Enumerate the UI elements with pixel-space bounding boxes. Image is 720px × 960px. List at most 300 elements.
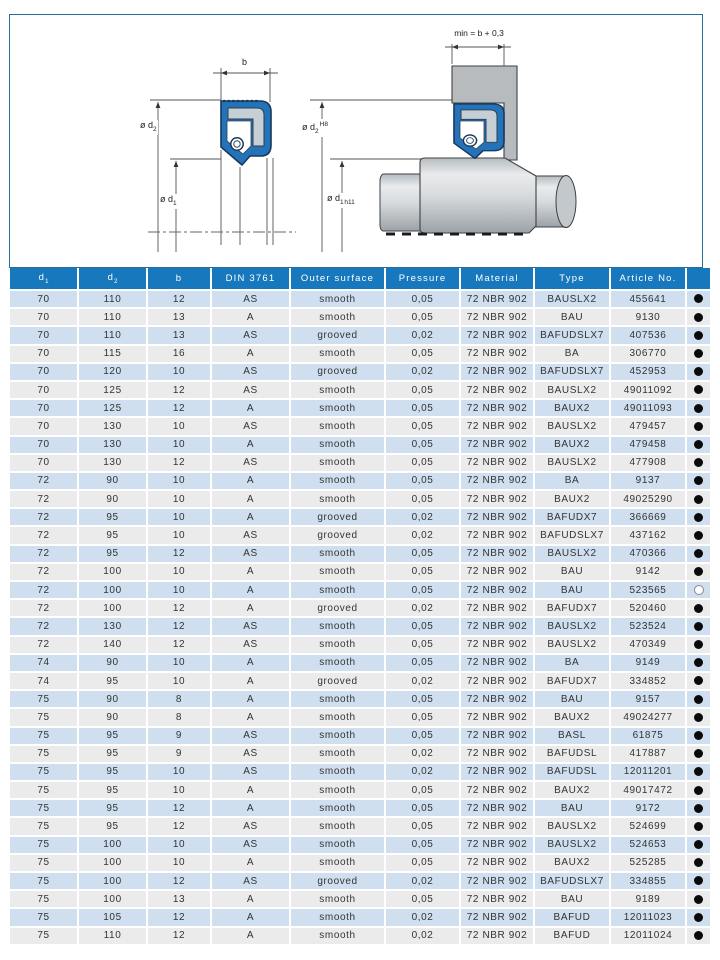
table-row [10, 890, 710, 908]
cell-material: 72 NBR 902 [460, 763, 534, 781]
table-row [10, 417, 710, 435]
cell-pressure: 0,02 [385, 526, 460, 544]
availability-filled-circle-icon [694, 640, 703, 649]
cell-din: AS [211, 817, 290, 835]
cell-din: AS [211, 636, 290, 654]
availability-filled-circle-icon [694, 858, 703, 867]
cell-material: 72 NBR 902 [460, 363, 534, 381]
availability-filled-circle-icon [694, 931, 703, 940]
table-row [10, 599, 710, 617]
availability-filled-circle-icon [694, 804, 703, 813]
cell-d1: 72 [10, 599, 78, 617]
cell-availability [686, 326, 710, 344]
cell-article-no: 479457 [610, 417, 686, 435]
cell-d1: 70 [10, 417, 78, 435]
cell-d1: 75 [10, 727, 78, 745]
cell-din: AS [211, 454, 290, 472]
installation-view [310, 44, 576, 252]
availability-filled-circle-icon [694, 513, 703, 522]
cell-b: 10 [147, 654, 211, 672]
cell-availability [686, 836, 710, 854]
cell-availability [686, 745, 710, 763]
cell-availability [686, 854, 710, 872]
cell-availability [686, 381, 710, 399]
availability-filled-circle-icon [694, 676, 703, 685]
cell-b: 10 [147, 508, 211, 526]
cell-d1: 75 [10, 708, 78, 726]
cell-material: 72 NBR 902 [460, 417, 534, 435]
cell-availability [686, 472, 710, 490]
cell-d1: 75 [10, 763, 78, 781]
cell-material: 72 NBR 902 [460, 508, 534, 526]
cell-d2: 125 [78, 399, 147, 417]
cell-material: 72 NBR 902 [460, 617, 534, 635]
cell-type: BAU [534, 690, 610, 708]
cell-b: 12 [147, 872, 211, 890]
cell-pressure: 0,05 [385, 381, 460, 399]
column-header-type: Type [534, 268, 610, 290]
d1-dimension-label: ø $d_1$ [160, 194, 177, 207]
cell-type: BAUSLX2 [534, 290, 610, 308]
cell-article-no: 523565 [610, 581, 686, 599]
table-row [10, 854, 710, 872]
table-row [10, 508, 710, 526]
installed-seal [454, 104, 504, 158]
cell-material: 72 NBR 902 [460, 890, 534, 908]
cell-d2: 90 [78, 472, 147, 490]
cell-pressure: 0,05 [385, 545, 460, 563]
cell-article-no: 470366 [610, 545, 686, 563]
cell-material: 72 NBR 902 [460, 308, 534, 326]
availability-filled-circle-icon [694, 767, 703, 776]
cell-outer-surface: smooth [290, 581, 385, 599]
cell-b: 10 [147, 472, 211, 490]
cell-availability [686, 490, 710, 508]
cell-din: A [211, 490, 290, 508]
cell-availability [686, 890, 710, 908]
cell-b: 10 [147, 526, 211, 544]
cell-b: 13 [147, 308, 211, 326]
cell-din: A [211, 781, 290, 799]
min-gap-label: min = b + 0,3 [454, 28, 504, 38]
cell-outer-surface: smooth [290, 345, 385, 363]
cell-d2: 130 [78, 436, 147, 454]
cell-d2: 110 [78, 308, 147, 326]
cell-article-no: 524699 [610, 817, 686, 835]
cell-pressure: 0,02 [385, 872, 460, 890]
cell-d2: 90 [78, 708, 147, 726]
table-row [10, 672, 710, 690]
cell-d2: 130 [78, 417, 147, 435]
cell-pressure: 0,05 [385, 799, 460, 817]
cell-din: A [211, 799, 290, 817]
availability-filled-circle-icon [694, 604, 703, 613]
cell-availability [686, 817, 710, 835]
cell-type: BAU [534, 581, 610, 599]
table-row [10, 708, 710, 726]
cell-pressure: 0,05 [385, 290, 460, 308]
cell-article-no: 455641 [610, 290, 686, 308]
cell-availability [686, 454, 710, 472]
cell-material: 72 NBR 902 [460, 599, 534, 617]
cell-d2: 100 [78, 836, 147, 854]
cell-outer-surface: smooth [290, 763, 385, 781]
cell-d2: 95 [78, 672, 147, 690]
availability-filled-circle-icon [694, 713, 703, 722]
cell-material: 72 NBR 902 [460, 472, 534, 490]
cell-material: 72 NBR 902 [460, 781, 534, 799]
cell-din: A [211, 908, 290, 926]
cell-article-no: 12011201 [610, 763, 686, 781]
cell-type: BAFUDSL [534, 763, 610, 781]
cell-availability [686, 927, 710, 945]
cell-d1: 70 [10, 399, 78, 417]
cell-type: BAFUDX7 [534, 508, 610, 526]
cell-b: 10 [147, 417, 211, 435]
cell-b: 10 [147, 763, 211, 781]
cell-type: BAUSLX2 [534, 381, 610, 399]
cell-b: 8 [147, 690, 211, 708]
cell-availability [686, 908, 710, 926]
cell-din: A [211, 708, 290, 726]
cell-outer-surface: grooved [290, 599, 385, 617]
shaft-seat-section [420, 158, 536, 233]
cell-b: 10 [147, 836, 211, 854]
column-header-d2: $d_2$ [78, 268, 147, 290]
dimension-table [10, 268, 710, 946]
cell-availability [686, 781, 710, 799]
cell-din: AS [211, 836, 290, 854]
cell-b: 12 [147, 927, 211, 945]
cell-pressure: 0,05 [385, 399, 460, 417]
column-header-material: Material [460, 268, 534, 290]
availability-filled-circle-icon [694, 840, 703, 849]
cell-type: BAUSLX2 [534, 817, 610, 835]
cell-type: BAUX2 [534, 399, 610, 417]
cell-pressure: 0,02 [385, 508, 460, 526]
cell-material: 72 NBR 902 [460, 799, 534, 817]
availability-filled-circle-icon [694, 331, 703, 340]
cell-d1: 70 [10, 381, 78, 399]
cell-d2: 105 [78, 908, 147, 926]
cell-type: BAUX2 [534, 708, 610, 726]
cell-d1: 72 [10, 617, 78, 635]
cell-type: BASL [534, 727, 610, 745]
cell-b: 10 [147, 581, 211, 599]
cell-material: 72 NBR 902 [460, 908, 534, 926]
table-row [10, 727, 710, 745]
cell-pressure: 0,05 [385, 836, 460, 854]
cell-article-no: 9142 [610, 563, 686, 581]
cell-d2: 110 [78, 290, 147, 308]
cell-outer-surface: smooth [290, 290, 385, 308]
cell-d2: 115 [78, 345, 147, 363]
cell-d1: 75 [10, 890, 78, 908]
availability-filled-circle-icon [694, 385, 703, 394]
cell-article-no: 9189 [610, 890, 686, 908]
cell-availability [686, 308, 710, 326]
cell-type: BAUSLX2 [534, 636, 610, 654]
cell-din: AS [211, 727, 290, 745]
cell-pressure: 0,02 [385, 763, 460, 781]
cell-pressure: 0,05 [385, 490, 460, 508]
table-row [10, 781, 710, 799]
cell-d1: 72 [10, 581, 78, 599]
cell-availability [686, 526, 710, 544]
cell-article-no: 9149 [610, 654, 686, 672]
cell-d1: 75 [10, 799, 78, 817]
cell-d2: 95 [78, 817, 147, 835]
cell-material: 72 NBR 902 [460, 436, 534, 454]
cell-outer-surface: smooth [290, 690, 385, 708]
cell-type: BA [534, 345, 610, 363]
cell-b: 12 [147, 599, 211, 617]
cell-d1: 75 [10, 854, 78, 872]
availability-filled-circle-icon [694, 495, 703, 504]
cell-pressure: 0,05 [385, 727, 460, 745]
cell-material: 72 NBR 902 [460, 817, 534, 835]
cell-type: BAUX2 [534, 781, 610, 799]
cell-pressure: 0,05 [385, 581, 460, 599]
cell-d2: 95 [78, 526, 147, 544]
cell-outer-surface: smooth [290, 708, 385, 726]
cell-b: 9 [147, 727, 211, 745]
table-row [10, 472, 710, 490]
table-row [10, 454, 710, 472]
cell-outer-surface: smooth [290, 545, 385, 563]
cell-d1: 75 [10, 690, 78, 708]
cell-material: 72 NBR 902 [460, 745, 534, 763]
cell-outer-surface: smooth [290, 381, 385, 399]
cell-article-no: 407536 [610, 326, 686, 344]
cell-d2: 100 [78, 890, 147, 908]
cell-din: A [211, 436, 290, 454]
cell-availability [686, 763, 710, 781]
column-header-article-no: Article No. [610, 268, 686, 290]
cell-d1: 75 [10, 781, 78, 799]
cell-article-no: 520460 [610, 599, 686, 617]
cell-pressure: 0,02 [385, 745, 460, 763]
cell-outer-surface: smooth [290, 654, 385, 672]
cell-b: 12 [147, 381, 211, 399]
cell-b: 10 [147, 781, 211, 799]
cell-material: 72 NBR 902 [460, 381, 534, 399]
cell-d2: 110 [78, 326, 147, 344]
availability-filled-circle-icon [694, 567, 703, 576]
cell-pressure: 0,05 [385, 454, 460, 472]
cell-material: 72 NBR 902 [460, 545, 534, 563]
cell-article-no: 9157 [610, 690, 686, 708]
cell-pressure: 0,05 [385, 781, 460, 799]
cell-material: 72 NBR 902 [460, 290, 534, 308]
cell-availability [686, 508, 710, 526]
cell-din: A [211, 672, 290, 690]
cell-material: 72 NBR 902 [460, 854, 534, 872]
availability-filled-circle-icon [694, 913, 703, 922]
cell-din: AS [211, 326, 290, 344]
cell-availability [686, 345, 710, 363]
cell-availability [686, 636, 710, 654]
column-header-pressure: Pressure [385, 268, 460, 290]
cell-article-no: 366669 [610, 508, 686, 526]
cell-material: 72 NBR 902 [460, 526, 534, 544]
cell-outer-surface: smooth [290, 817, 385, 835]
shaft-end-face [556, 176, 576, 228]
cell-article-no: 524653 [610, 836, 686, 854]
cell-d2: 95 [78, 799, 147, 817]
cell-material: 72 NBR 902 [460, 490, 534, 508]
cell-din: A [211, 345, 290, 363]
cell-outer-surface: smooth [290, 854, 385, 872]
cell-d2: 95 [78, 545, 147, 563]
cell-din: AS [211, 872, 290, 890]
cell-d2: 100 [78, 854, 147, 872]
cell-outer-surface: smooth [290, 617, 385, 635]
cell-type: BAFUDSL [534, 745, 610, 763]
cell-din: AS [211, 363, 290, 381]
cell-d1: 75 [10, 836, 78, 854]
cell-type: BAFUD [534, 927, 610, 945]
cell-din: AS [211, 617, 290, 635]
cell-pressure: 0,05 [385, 708, 460, 726]
cell-d1: 75 [10, 817, 78, 835]
cell-article-no: 417887 [610, 745, 686, 763]
cell-outer-surface: smooth [290, 890, 385, 908]
cell-outer-surface: grooved [290, 363, 385, 381]
cell-d2: 100 [78, 599, 147, 617]
cell-availability [686, 417, 710, 435]
cell-availability [686, 872, 710, 890]
seal-cross-section [221, 101, 271, 165]
cell-d1: 75 [10, 927, 78, 945]
cell-article-no: 525285 [610, 854, 686, 872]
cell-type: BAUX2 [534, 854, 610, 872]
cell-article-no: 306770 [610, 345, 686, 363]
cell-pressure: 0,05 [385, 636, 460, 654]
cell-article-no: 49011092 [610, 381, 686, 399]
availability-filled-circle-icon [694, 876, 703, 885]
availability-filled-circle-icon [694, 476, 703, 485]
cell-availability [686, 290, 710, 308]
cell-availability [686, 363, 710, 381]
b-dimension-label: b [242, 57, 248, 67]
cell-article-no: 49025290 [610, 490, 686, 508]
availability-filled-circle-icon [694, 658, 703, 667]
cell-material: 72 NBR 902 [460, 708, 534, 726]
cell-material: 72 NBR 902 [460, 326, 534, 344]
cell-b: 9 [147, 745, 211, 763]
cell-type: BAFUDX7 [534, 599, 610, 617]
cell-pressure: 0,05 [385, 890, 460, 908]
cell-outer-surface: smooth [290, 454, 385, 472]
table-row [10, 363, 710, 381]
table-row [10, 381, 710, 399]
table-row [10, 799, 710, 817]
table-row [10, 763, 710, 781]
cell-article-no: 479458 [610, 436, 686, 454]
cell-din: AS [211, 526, 290, 544]
availability-filled-circle-icon [694, 294, 703, 303]
cell-d1: 70 [10, 326, 78, 344]
cell-b: 10 [147, 490, 211, 508]
cell-d2: 95 [78, 727, 147, 745]
cell-pressure: 0,02 [385, 363, 460, 381]
cell-d2: 120 [78, 363, 147, 381]
availability-filled-circle-icon [694, 549, 703, 558]
cell-material: 72 NBR 902 [460, 836, 534, 854]
cell-b: 10 [147, 363, 211, 381]
cell-outer-surface: grooved [290, 872, 385, 890]
cell-article-no: 334852 [610, 672, 686, 690]
cell-din: A [211, 308, 290, 326]
availability-filled-circle-icon [694, 458, 703, 467]
cell-b: 10 [147, 563, 211, 581]
cell-availability [686, 617, 710, 635]
table-row [10, 399, 710, 417]
availability-filled-circle-icon [694, 440, 703, 449]
cell-pressure: 0,05 [385, 617, 460, 635]
cell-pressure: 0,02 [385, 672, 460, 690]
cell-article-no: 9172 [610, 799, 686, 817]
cell-article-no: 9137 [610, 472, 686, 490]
column-header-outer-surface: Outer surface [290, 268, 385, 290]
cell-article-no: 49024277 [610, 708, 686, 726]
cell-outer-surface: smooth [290, 308, 385, 326]
availability-open-circle-icon [694, 585, 704, 595]
table-row [10, 690, 710, 708]
cell-d1: 72 [10, 490, 78, 508]
cell-material: 72 NBR 902 [460, 927, 534, 945]
cell-material: 72 NBR 902 [460, 654, 534, 672]
table-row [10, 817, 710, 835]
cell-pressure: 0,02 [385, 927, 460, 945]
cell-availability [686, 654, 710, 672]
cell-b: 10 [147, 436, 211, 454]
cell-pressure: 0,05 [385, 817, 460, 835]
cell-article-no: 49011093 [610, 399, 686, 417]
availability-filled-circle-icon [694, 786, 703, 795]
availability-filled-circle-icon [694, 622, 703, 631]
cell-article-no: 452953 [610, 363, 686, 381]
cell-din: A [211, 927, 290, 945]
cell-type: BAU [534, 308, 610, 326]
availability-filled-circle-icon [694, 822, 703, 831]
d2h8-dimension-label: ø $d_2^{H8}$ [302, 121, 328, 135]
cell-b: 10 [147, 854, 211, 872]
cell-outer-surface: smooth [290, 727, 385, 745]
availability-filled-circle-icon [694, 749, 703, 758]
cell-type: BAUX2 [534, 436, 610, 454]
cell-d2: 130 [78, 617, 147, 635]
cell-type: BAFUDSLX7 [534, 872, 610, 890]
cell-availability [686, 690, 710, 708]
availability-filled-circle-icon [694, 422, 703, 431]
cell-article-no: 12011024 [610, 927, 686, 945]
cell-outer-surface: smooth [290, 927, 385, 945]
cell-b: 12 [147, 817, 211, 835]
cell-pressure: 0,05 [385, 308, 460, 326]
table-row [10, 326, 710, 344]
cell-d2: 90 [78, 654, 147, 672]
cell-pressure: 0,02 [385, 326, 460, 344]
table-row [10, 581, 710, 599]
cell-material: 72 NBR 902 [460, 345, 534, 363]
cell-din: AS [211, 417, 290, 435]
cell-d2: 125 [78, 381, 147, 399]
availability-filled-circle-icon [694, 695, 703, 704]
cell-type: BAFUD [534, 908, 610, 926]
cell-d1: 72 [10, 526, 78, 544]
